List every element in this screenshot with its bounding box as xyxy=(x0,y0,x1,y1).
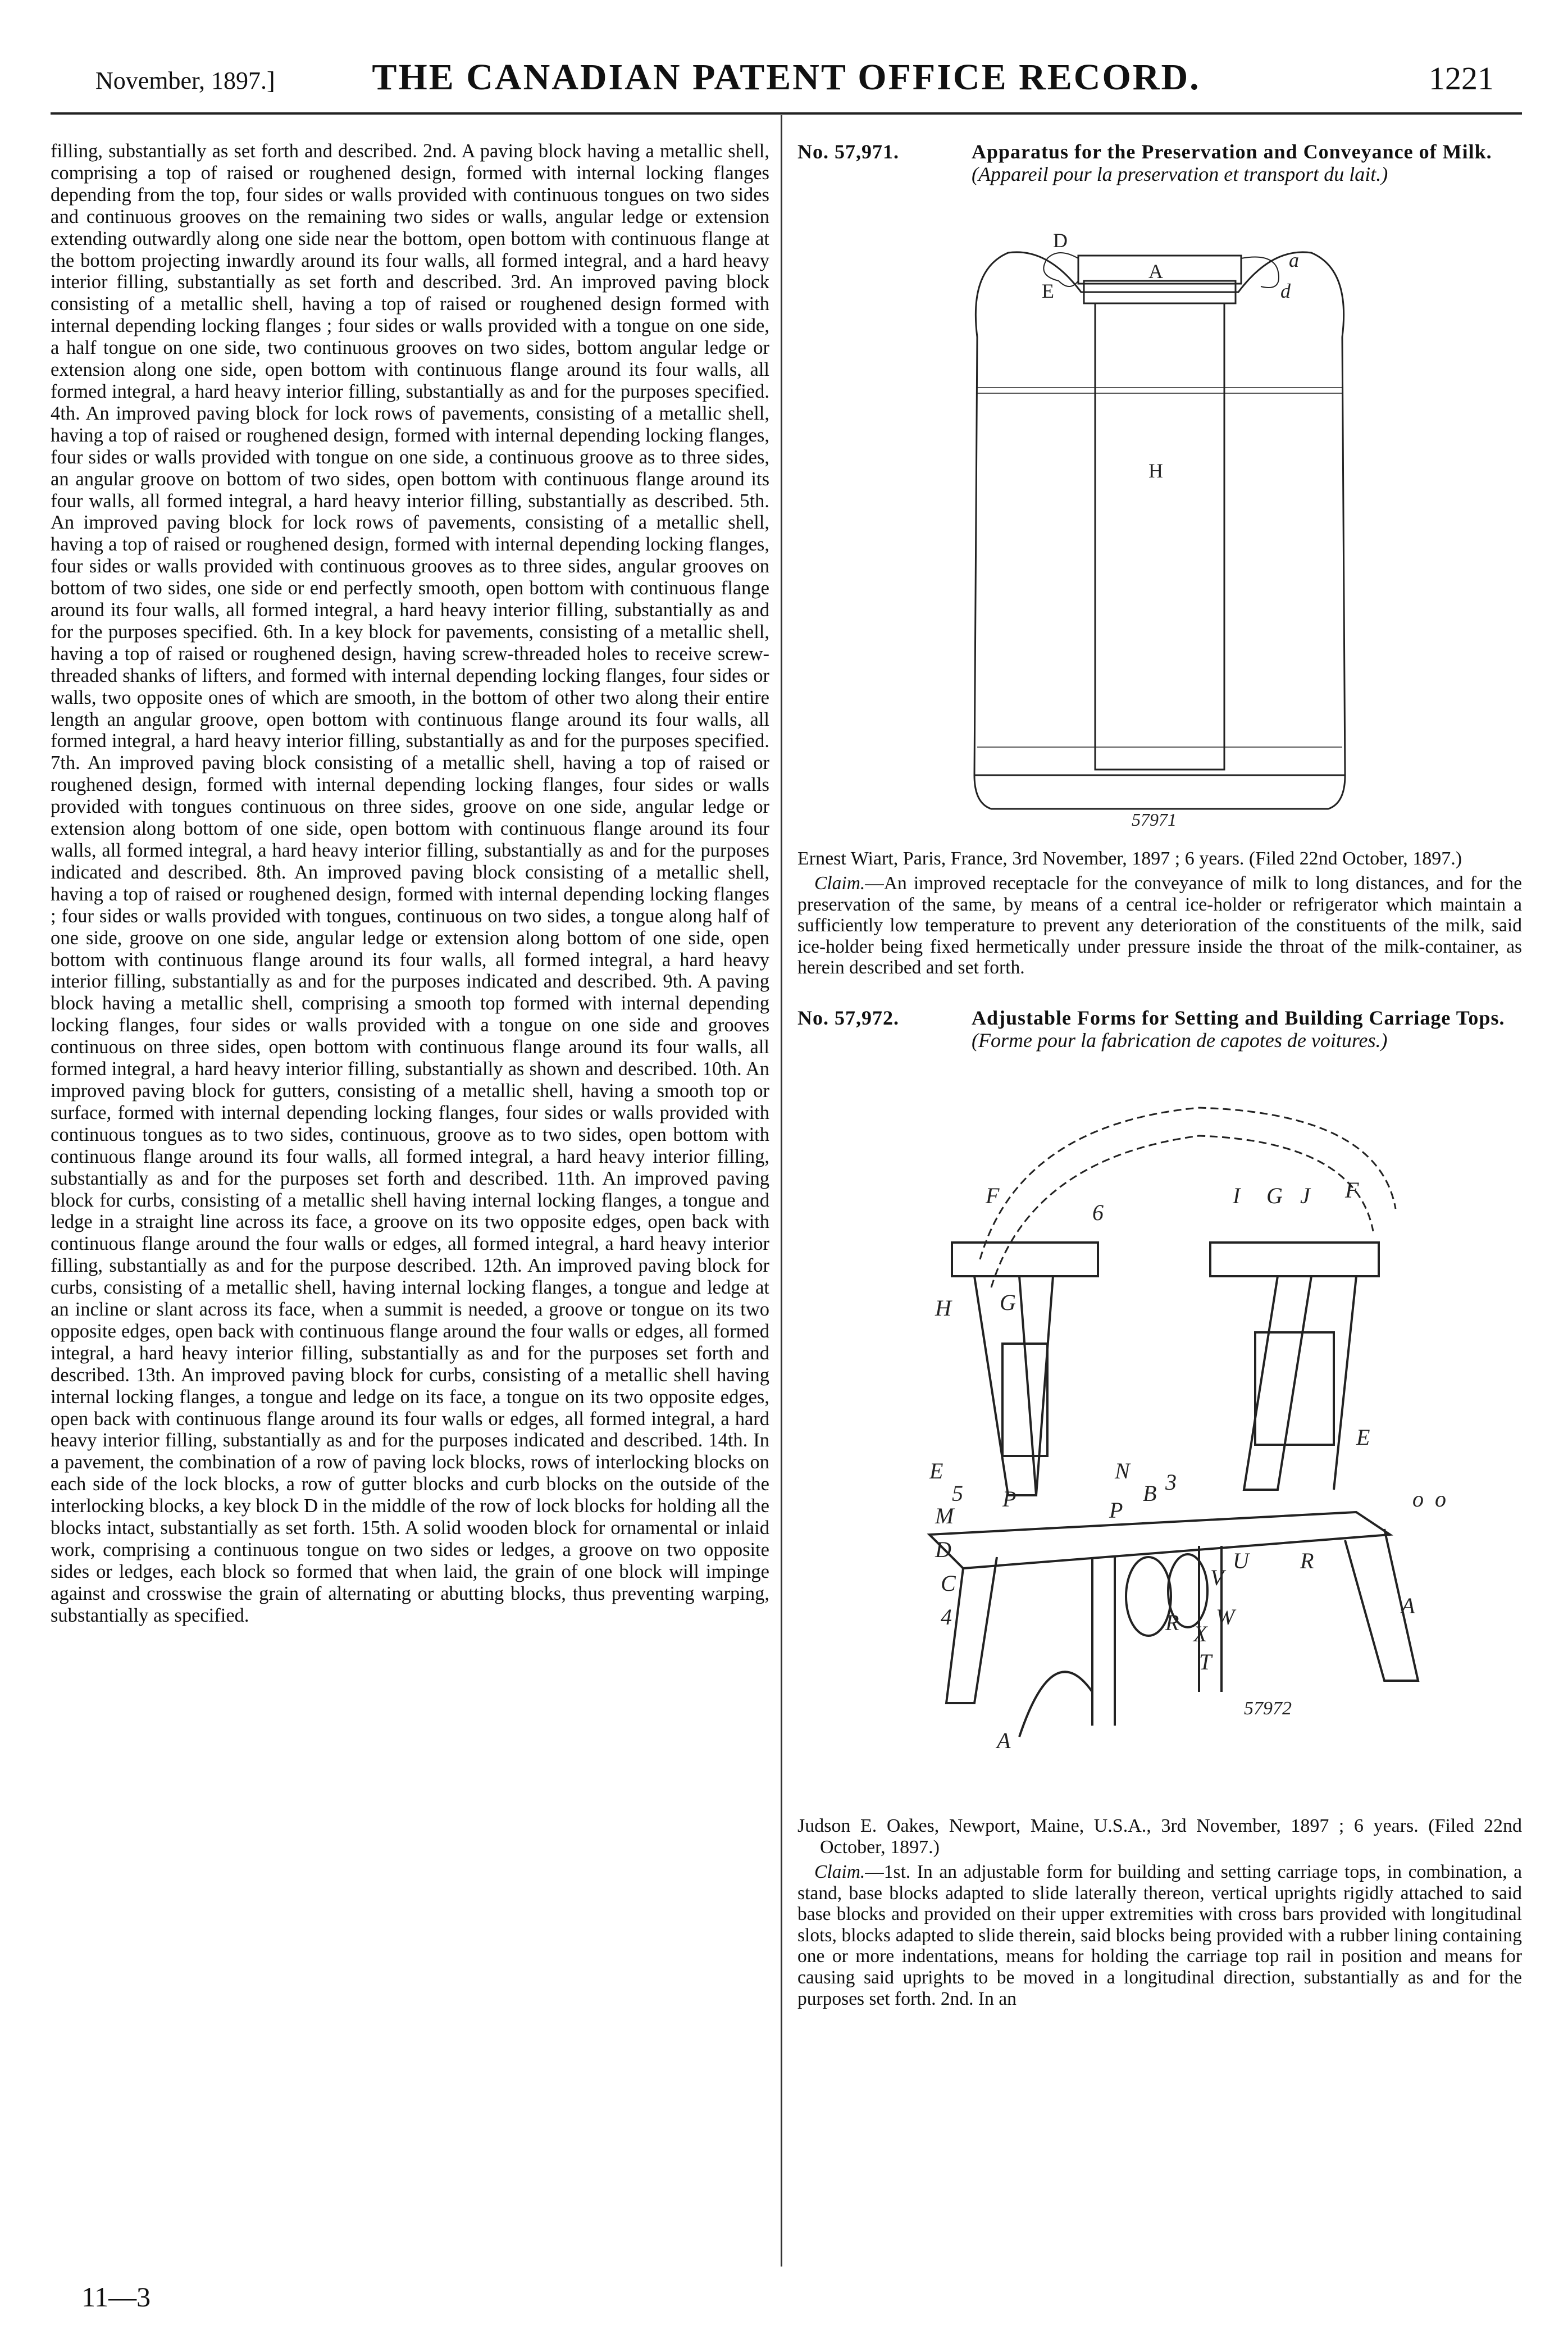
fig-letter-d-small: d xyxy=(1280,280,1291,302)
fig2-letter-6: 6 xyxy=(1092,1199,1104,1225)
fig-letter-d: D xyxy=(1053,229,1068,252)
patent-57971-claim xyxy=(797,873,1522,979)
issue-date: November, 1897.] xyxy=(95,67,275,94)
fig2-letter-3: 3 xyxy=(1165,1469,1177,1495)
fig2-letter-f2: F xyxy=(1345,1177,1359,1203)
fig2-letter-p2: P xyxy=(1109,1497,1123,1523)
fig2-letter-x: X xyxy=(1193,1621,1207,1646)
page-number: 1221 xyxy=(1429,60,1494,97)
patent-title: Apparatus for the Preservation and Conveyance of Milk. xyxy=(972,140,1492,163)
patent-title: Adjustable Forms for Setting and Building Carriage Tops. xyxy=(972,1006,1505,1029)
fig2-letter-a: A xyxy=(1401,1592,1415,1618)
fig-letter-a-small: a xyxy=(1289,249,1299,271)
patent-number: No. 57,972. xyxy=(797,1006,899,1029)
publication-title: THE CANADIAN PATENT OFFICE RECORD. xyxy=(372,57,1201,98)
fig2-letter-i: I xyxy=(1233,1182,1241,1208)
fig2-letter-j: J xyxy=(1300,1182,1310,1208)
patent-57971-heading xyxy=(797,140,1522,208)
patent-french-title: (Forme pour la fabrication de capotes de voitures.) xyxy=(972,1029,1388,1052)
fig2-letter-e: E xyxy=(1356,1424,1370,1450)
patent-57972-claim xyxy=(797,1862,1522,2009)
fig-letter-a: A xyxy=(1148,260,1163,283)
fig2-letter-e2: E xyxy=(929,1458,943,1483)
claim-text: —An improved receptacle for the conveyance of milk to long distances, and for the preservation of the same, by means of a central ice-holder or refrigerator which maintain a sufficiently low temperature to prevent any deterioration of the constituents of the milk, said ice-holder being fixed hermetically under pressure inside the throat of the milk-container, as herein described and set forth. xyxy=(797,873,1522,979)
fig2-letter-g2: G xyxy=(1000,1289,1016,1315)
fig2-letter-v: V xyxy=(1210,1564,1224,1590)
fig2-letter-5: 5 xyxy=(952,1480,963,1506)
fig2-letter-g: G xyxy=(1266,1182,1283,1208)
figure-57971-label: 57971 xyxy=(1132,809,1177,826)
fig2-letter-4: 4 xyxy=(941,1604,952,1630)
patent-57972-applicant: Judson E. Oakes, Newport, Maine, U.S.A., 3rd November, 1897 ; 6 years. (Filed 22nd October, 1897.) xyxy=(797,1815,1522,1858)
header-rule xyxy=(51,112,1522,115)
fig2-letter-n: N xyxy=(1115,1458,1130,1483)
claim-text: —1st. In an adjustable form for building and setting carriage tops, in combination, a stand, base blocks adapted to slide laterally thereon, vertical uprights rigidly attached to said base blocks and provided on their upper extremities with cross bars provided with longitudinal slots, blocks adapted to slide therein, said blocks being provided with a rubber lining containing one or more indentations, means for holding the carriage top rail in position and means for causing said uprights to be moved in a longitudinal direction, substantially as and for the purposes set forth. 2nd. In an xyxy=(797,1861,1522,2009)
patent-57972-heading xyxy=(797,1007,1522,1074)
fig2-letter-b: B xyxy=(1143,1480,1157,1506)
carriage-top-form-figure xyxy=(851,1074,1469,1793)
fig2-letter-f: F xyxy=(986,1182,1000,1208)
claim-label: Claim. xyxy=(814,873,865,894)
left-column xyxy=(51,140,769,1627)
paving-block-claims-text: filling, substantially as set forth and described. 2nd. A paving block having a metallic shell, comprising a top of raised or roughened design, formed with internal locking flanges depending from the top, four sides or walls provided with continuous tongues on two sides and continuous grooves on the remaining two sides or walls, angular ledge or extension extending outwardly along one side near the bottom, open bottom with continuous flange at the bottom projecting inwardly around its four walls, all formed integral, and a hard heavy interior filling, substantially as set forth and described. 3rd. An improved paving block consisting of a metallic shell, having a top of raised or roughened design formed with internal depending locking flanges ; four sides or walls provided with a tongue on one side, a half tongue on one side, two continuous grooves on two sides, bottom angular ledge or extension along one side, open bottom with continuous flange around its four walls, all formed integral, a hard heavy interior filling, substantially as and for the purposes specified. 4th. An improved paving block for lock rows of pavements, consisting of a metallic shell, having a top of raised or roughened design, formed with internal depending locking flanges, four sides or walls provided with tongue on one side, a continuous groove as to three sides, an angular groove on bottom of two sides, open bottom with continuous flange around its four walls, all formed integral, a hard heavy interior filling, substantially as described. 5th. An improved paving block for lock rows of pavements, consisting of a metallic shell, having a top of raised or roughened design, formed with internal depending locking flanges, four sides or walls provided with continuous grooves as to three sides, angular grooves on bottom of two sides, one side or end perfectly smooth, open bottom with continuous flange around its four walls, all formed integral, a hard heavy interior filling, substantially as and for the purposes specified. 6th. In a key block for pavements, consisting of a metallic shell, having a top of raised or roughened design, having screw-threaded holes to receive screw-threaded shanks of lifters, and formed with internal depending locking flanges, four sides or walls, two opposite ones of which are smooth, in the bottom of other two along their entire length an angular groove, open bottom with continuous flange around its four walls, all formed integral, a hard heavy interior filling, substantially as and for the purposes specified. 7th. An improved paving block consisting of a metallic shell, having a top of raised or roughened design, formed with internal depending locking flanges, four sides or walls provided with tongues continuous on three sides, groove on one side, angular ledge or extension along bottom of one side, open bottom with continuous flange around its four walls, all formed integral, a hard heavy interior filling, substantially as and for the purposes indicated and described. 8th. An improved paving block consisting of a metallic shell, having a top of raised or roughened design, formed with internal depending locking flanges ; four sides or walls provided with tongues, continuous on two sides, a tongue along half of one side, groove on one side, angular ledge or extension along bottom of one side, open bottom with continuous flange around its four walls, all formed integral, a hard heavy interior filling, substantially as and for the purposes indicated and described. 9th. A paving block having a metallic shell, comprising a smooth top formed with internal depending locking flanges, four sides or walls provided with a tongue on one side and grooves continuous on three sides, open bottom with continuous flange around its four walls, all formed integral, a hard heavy interior filling, substantially as shown and described. 10th. An improved paving block for gutters, consisting of a metallic shell, having a smooth top or surface, formed with internal depending locking flanges, four sides or walls provided with continuous tongues as to two sides, continuous, groove as to two sides, open bottom with continuous flange around its four walls, all formed integral, a hard heavy interior filling, substantially as and for the purposes set forth and described. 11th. An improved paving block for curbs, consisting of a metallic shell having internal locking flanges, a tongue and ledge in a straight line across its face, a groove on its two opposite edges, open back with continuous flange around the four walls or edges, all formed integral, a hard heavy interior filling, substantially as and for the purpose described. 12th. An improved paving block for curbs, consisting of a metallic shell, having internal locking flanges, a tongue and ledge at an incline or slant across its face, when a summit is needed, a groove or tongue on its two opposite edges, open back with continuous flange around the four walls or edges, all formed integral, a hard heavy interior filling, substantially as and for the purposes set forth and described. 13th. An improved paving block for curbs, consisting of a metallic shell having internal locking flanges, a tongue and ledge on its face, a tongue on its two opposite edges, open back with continuous flange around its four walls or edges, all formed integral, a hard heavy interior filling, substantially as and for the purposes indicated and described. 14th. In a pavement, the combination of a row of paving lock blocks, rows of interlocking blocks on each side of the lock blocks, a row of gutter blocks and curb blocks on the outside of the interlocking blocks, a key block D in the middle of the row of lock blocks for holding all the blocks intact, substantially as set forth. 15th. A solid wooden block for ornamental or inlaid work, comprising a continuous tongue on two sides or ledges, a groove on two opposite sides or ledges, each block so formed that when laid, the grain of one block will impinge against and crosswise the grain of alternating or abutting blocks, thus preventing warping, substantially as specified. xyxy=(51,140,769,1626)
figure-57972-label: 57972 xyxy=(1244,1698,1292,1719)
column-divider xyxy=(781,115,782,2267)
fig2-letter-d: D xyxy=(935,1536,951,1562)
fig-letter-h: H xyxy=(1148,459,1163,482)
fig2-letter-w: W xyxy=(1216,1604,1235,1630)
fig2-letter-r: R xyxy=(1300,1548,1314,1573)
fig2-letter-h: H xyxy=(935,1295,951,1321)
patent-french-title: (Appareil pour la preservation et transport du lait.) xyxy=(972,163,1388,185)
fig2-letter-o: o xyxy=(1412,1486,1424,1512)
fig2-letter-m: M xyxy=(935,1503,954,1528)
fig2-letter-p: P xyxy=(1002,1486,1017,1512)
claim-label: Claim. xyxy=(814,1861,865,1882)
patent-57971-applicant: Ernest Wiart, Paris, France, 3rd November, 1897 ; 6 years. (Filed 22nd October, 1897.) xyxy=(797,848,1462,869)
fig2-letter-r2: R xyxy=(1165,1609,1179,1635)
fig2-letter-u: U xyxy=(1233,1548,1249,1573)
fig-letter-e: E xyxy=(1042,280,1054,302)
page-header xyxy=(56,56,1516,101)
patent-number: No. 57,971. xyxy=(797,140,899,163)
right-column xyxy=(797,140,1522,2009)
signature-mark: 11—3 xyxy=(81,2281,151,2313)
fig2-letter-o2: o xyxy=(1435,1486,1446,1512)
fig2-letter-c: C xyxy=(941,1570,956,1596)
fig2-letter-t: T xyxy=(1199,1649,1212,1674)
fig2-letter-a2: A xyxy=(997,1727,1011,1753)
milk-container-figure xyxy=(958,208,1362,826)
